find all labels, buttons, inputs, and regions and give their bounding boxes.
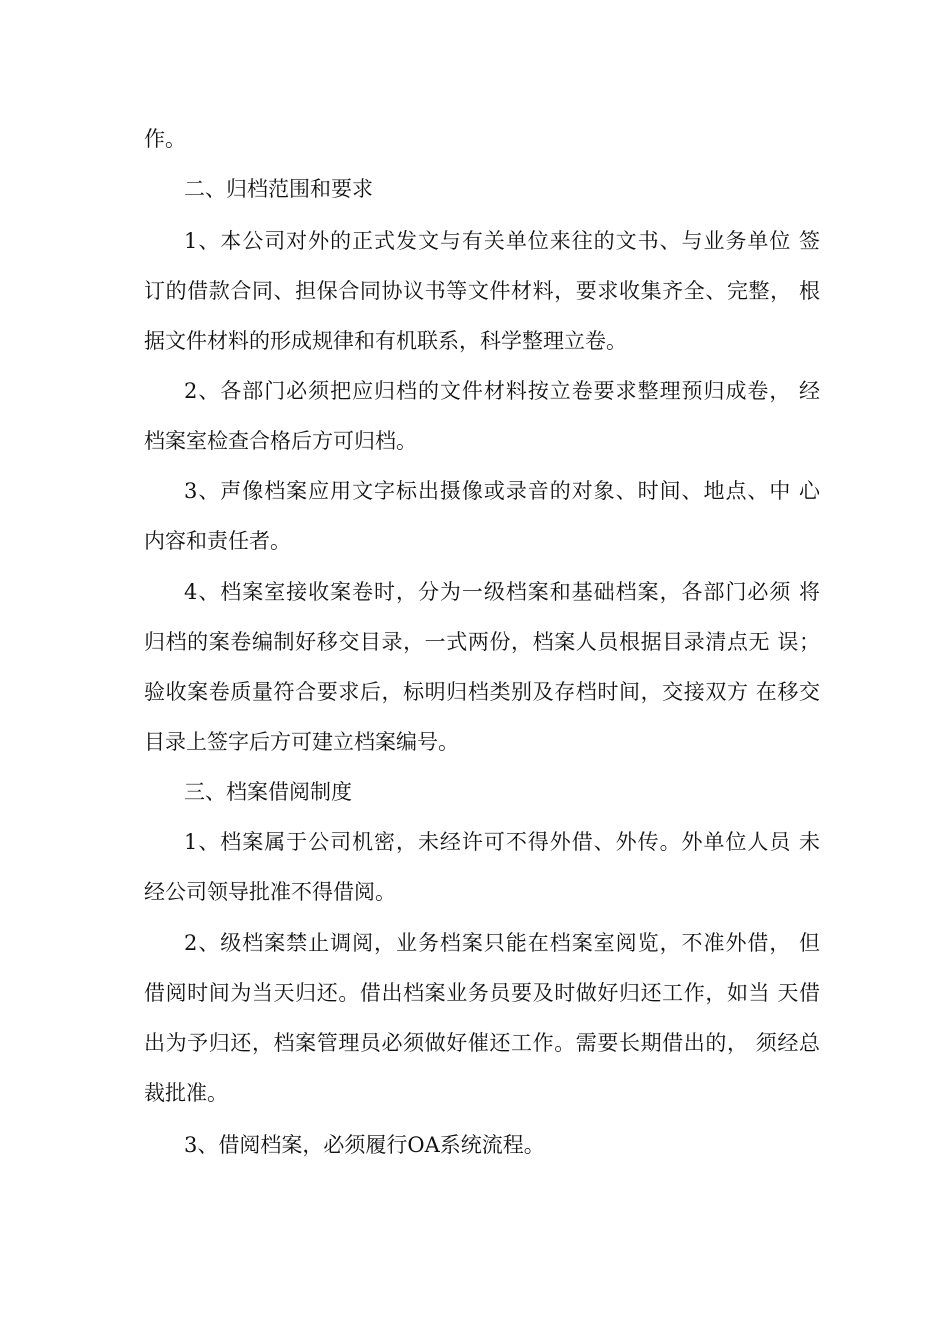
text-line: 3、声像档案应用文字标出摄像或录音的对象、时间、地点、中 心 bbox=[184, 479, 820, 503]
text-line: 出为予归还，档案管理员必须做好催还工作。需要长期借出的， 须经总 bbox=[144, 1031, 820, 1055]
text-line: 裁批准。 bbox=[144, 1081, 228, 1105]
text-line-continuation: 作。 bbox=[144, 127, 186, 151]
text-line: 1、本公司对外的正式发文与有关单位来往的文书、与业务单位 签 bbox=[184, 229, 820, 253]
text-line: 3、借阅档案，必须履行OA系统流程。 bbox=[184, 1133, 545, 1157]
text-line: 据文件材料的形成规律和有机联系，科学整理立卷。 bbox=[144, 329, 627, 353]
text-line: 验收案卷质量符合要求后，标明归档类别及存档时间，交接双方 在移交 bbox=[144, 680, 820, 704]
text-line: 借阅时间为当天归还。借出档案业务员要及时做好归还工作，如当 天借 bbox=[144, 981, 820, 1005]
text-line: 档案室检查合格后方可归档。 bbox=[144, 429, 417, 453]
text-line: 经公司领导批准不得借阅。 bbox=[144, 880, 396, 904]
text-line: 目录上签字后方可建立档案编号。 bbox=[144, 730, 459, 754]
text-line: 2、各部门必须把应归档的文件材料按立卷要求整理预归成卷， 经 bbox=[184, 379, 820, 403]
text-line: 内容和责任者。 bbox=[144, 529, 291, 553]
text-line: 订的借款合同、担保合同协议书等文件材料，要求收集齐全、完整， 根 bbox=[144, 279, 820, 303]
text-line: 4、档案室接收案卷时，分为一级档案和基础档案，各部门必须 将 bbox=[184, 580, 820, 604]
text-line: 2、级档案禁止调阅，业务档案只能在档案室阅览，不准外借， 但 bbox=[184, 931, 820, 955]
section-heading-borrowing-rules: 三、档案借阅制度 bbox=[184, 780, 352, 804]
text-line: 1、档案属于公司机密，未经许可不得外借、外传。外单位人员 未 bbox=[184, 830, 820, 854]
section-heading-archiving-scope: 二、归档范围和要求 bbox=[184, 177, 373, 201]
text-line: 归档的案卷编制好移交目录，一式两份，档案人员根据目录清点无 误； bbox=[144, 630, 820, 654]
